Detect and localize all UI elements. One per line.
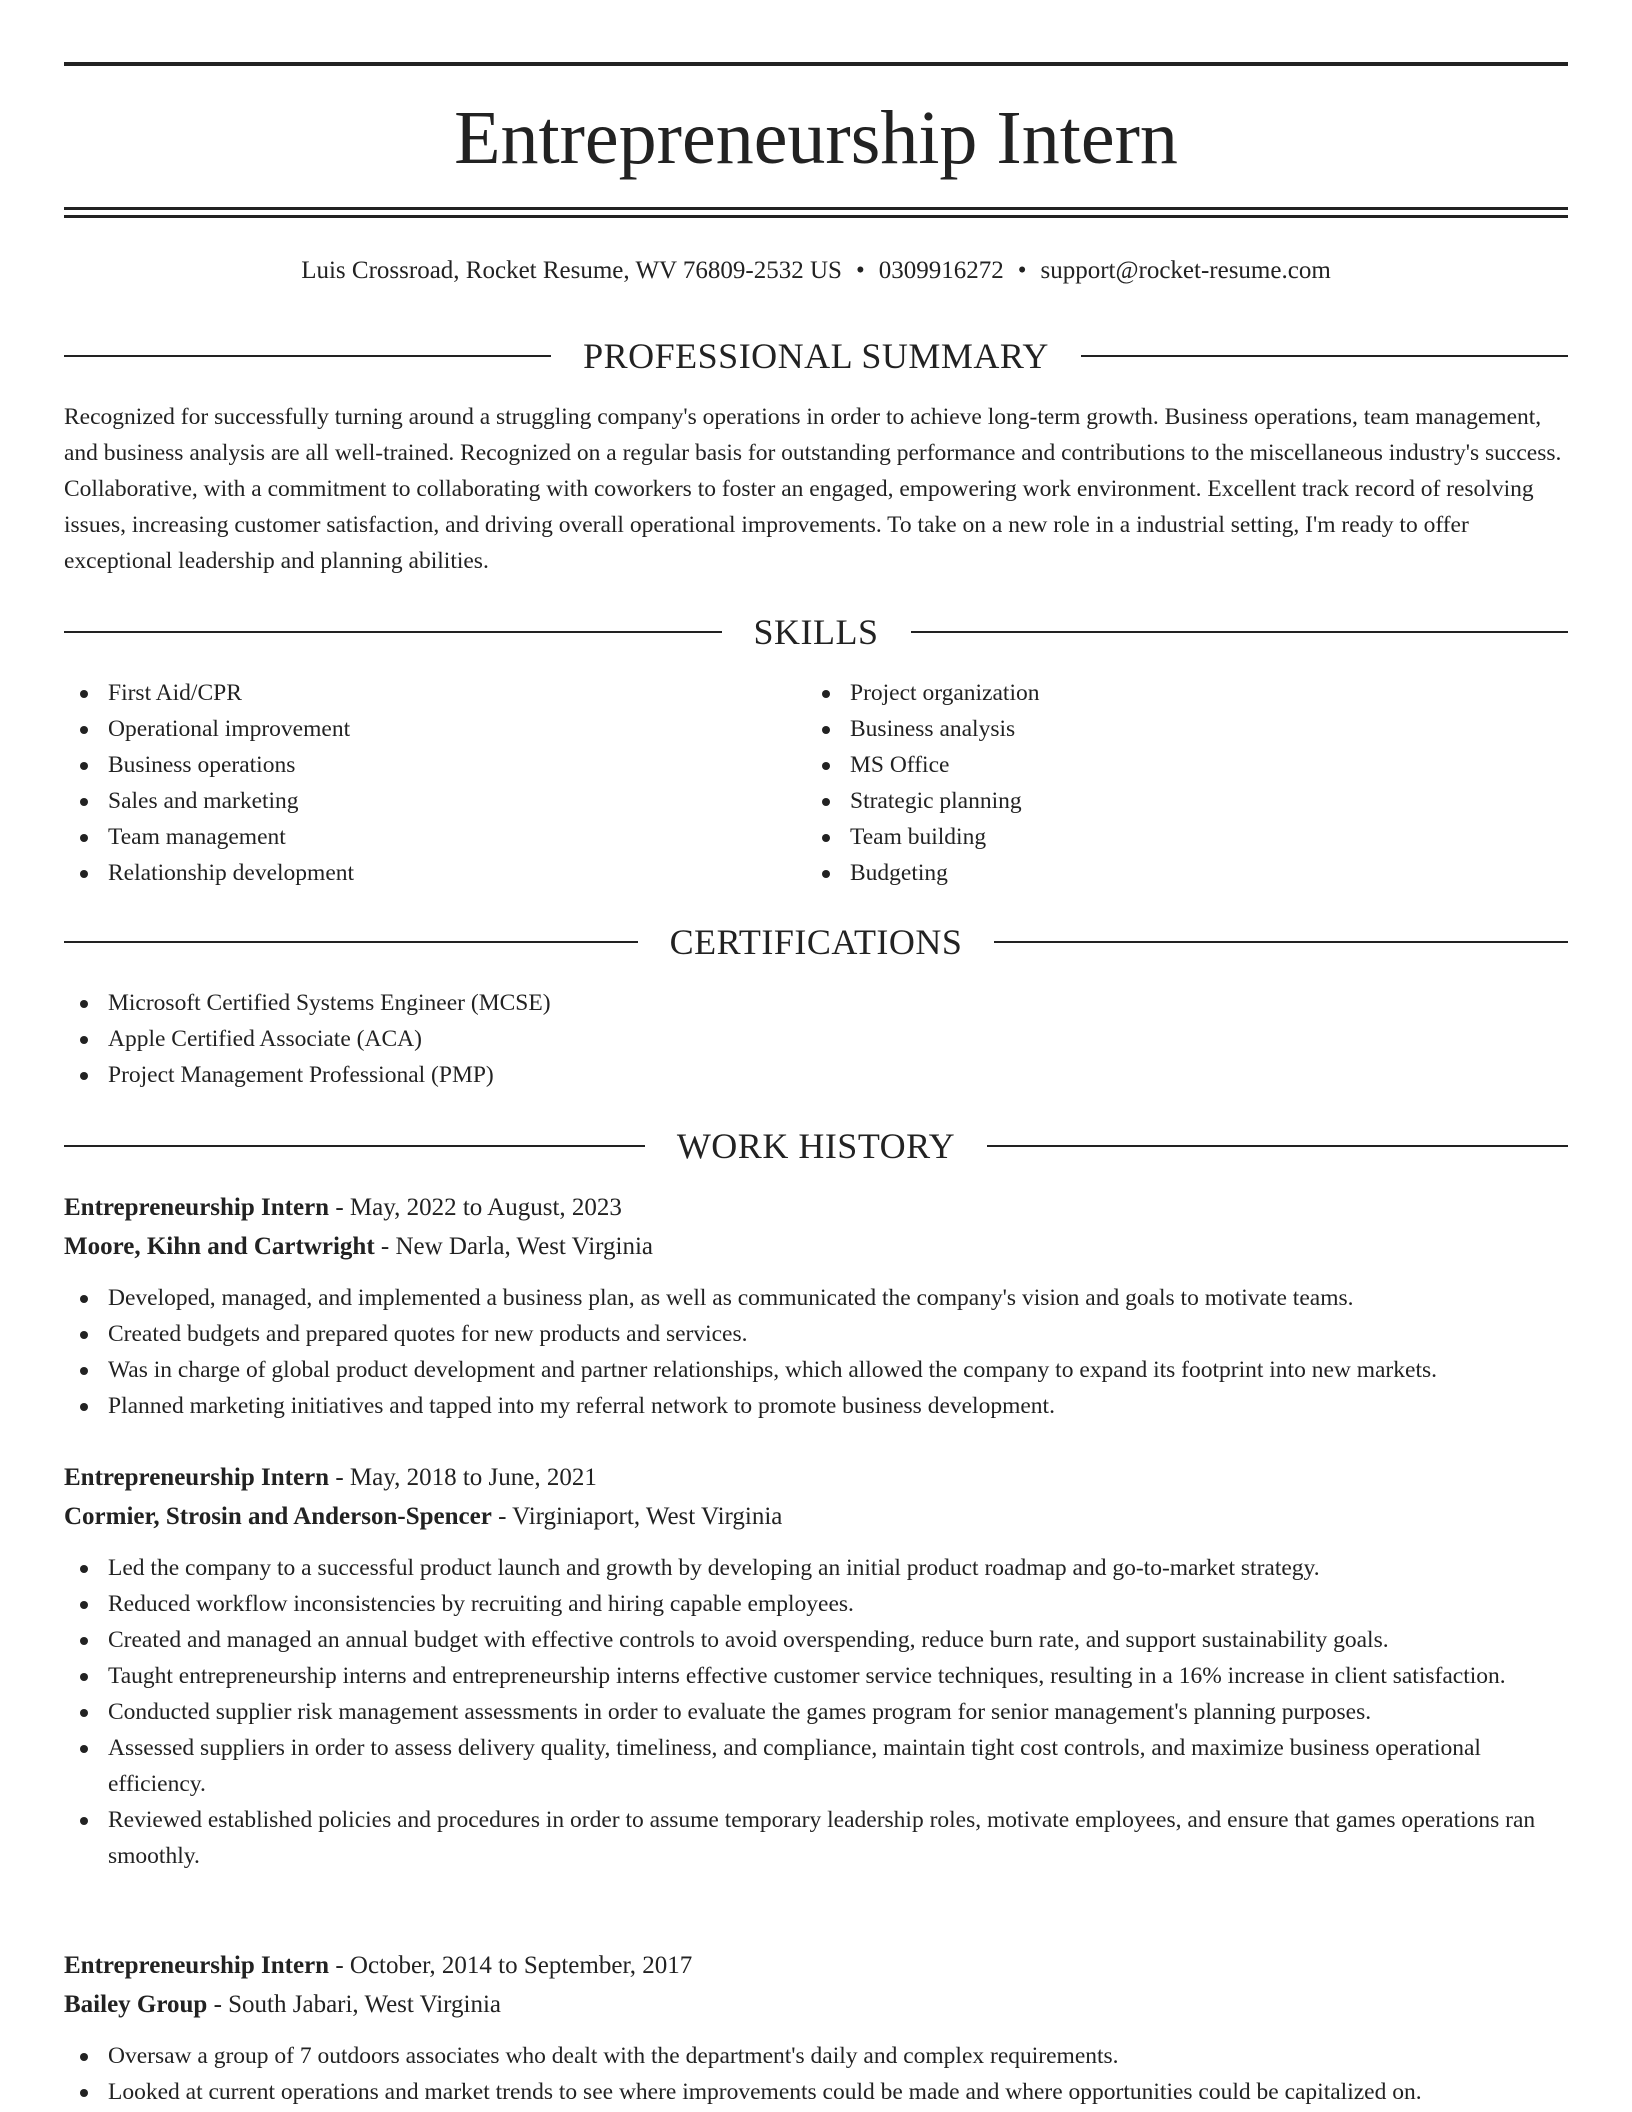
- skill-item: MS Office: [806, 747, 1566, 783]
- section-rule-right: [911, 631, 1569, 633]
- job-company: Bailey Group: [64, 1991, 208, 2018]
- contact-line: [64, 254, 1568, 288]
- contact-separator: •: [855, 257, 865, 284]
- work-history-section-header: [64, 1124, 1568, 1168]
- top-divider: [64, 62, 1568, 66]
- section-rule-right: [994, 941, 1568, 943]
- job-duty-item: Reviewed established policies and procedures in order to assume temporary leadership roles, motivate employees, and ensure that games operations ran smoothly.: [64, 1802, 1568, 1874]
- skill-item: Team building: [806, 819, 1566, 855]
- skill-item: Operational improvement: [64, 711, 804, 747]
- resume-name-heading: Entrepreneurship Intern: [454, 96, 1178, 180]
- skills-section-header: [64, 610, 1568, 654]
- skill-item: First Aid/CPR: [64, 675, 804, 711]
- job-duties-list: [64, 1550, 1568, 1874]
- job-duty-item: Assessed suppliers in order to assess delivery quality, timeliness, and compliance, maintain tight cost controls, and maximize business operational efficiency.: [64, 1730, 1568, 1802]
- job-dates: - May, 2022 to August, 2023: [329, 1194, 622, 1221]
- job-company: Moore, Kihn and Cartwright: [64, 1233, 375, 1260]
- certifications-section-header: [64, 920, 1568, 964]
- header-divider-upper: [64, 207, 1568, 210]
- job-dates: - October, 2014 to September, 2017: [329, 1952, 693, 1979]
- header-divider-lower: [64, 215, 1568, 218]
- skill-item: Sales and marketing: [64, 783, 804, 819]
- summary-section-title: PROFESSIONAL SUMMARY: [583, 336, 1049, 376]
- job-dates: - May, 2018 to June, 2021: [329, 1464, 597, 1491]
- job-duty-item: Created budgets and prepared quotes for new products and services.: [64, 1316, 1568, 1352]
- summary-paragraph: Recognized for successfully turning around a struggling company's operations in order to achieve long-term growth. Business operations, team management, and business analysis are all well-trained. Recognized on a regular basis for outstanding performance and contributions to the miscellaneous industry's success. Collaborative, with a commitment to collaborating with coworkers to foster an engaged, empowering work environment. Excellent track record of resolving issues, increasing customer satisfaction, and driving overall operational improvements. To take on a new role in a industrial setting, I'm ready to offer exceptional leadership and planning abilities.: [64, 404, 1562, 574]
- job-duty-item: Taught entrepreneurship interns and entrepreneurship interns effective customer service techniques, resulting in a 16% increase in client satisfaction.: [64, 1658, 1568, 1694]
- job-company: Cormier, Strosin and Anderson-Spencer: [64, 1503, 492, 1530]
- job-duty-item: Developed, managed, and implemented a business plan, as well as communicated the company's vision and goals to motivate teams.: [64, 1280, 1568, 1316]
- job-duty-item: Planned marketing initiatives and tapped into my referral network to promote business development.: [64, 1388, 1568, 1424]
- skill-item: Team management: [64, 819, 804, 855]
- job-duties-list: [64, 2038, 1568, 2110]
- skills-list-right: [806, 675, 1566, 891]
- job-title-line: [64, 1189, 1568, 1227]
- certifications-list: [64, 985, 1568, 1093]
- section-rule-left: [64, 1145, 645, 1147]
- job-employer-line: [64, 1498, 1568, 1536]
- job-duty-item: Looked at current operations and market trends to see where improvements could be made and where opportunities could be capitalized on.: [64, 2074, 1568, 2110]
- certification-item: Microsoft Certified Systems Engineer (MCSE): [64, 985, 1568, 1021]
- certification-item: Apple Certified Associate (ACA): [64, 1021, 1568, 1057]
- skill-item: Relationship development: [64, 855, 804, 891]
- section-rule-right: [1081, 355, 1568, 357]
- skill-item: Project organization: [806, 675, 1566, 711]
- job-entry: [64, 1459, 1568, 1874]
- job-title: Entrepreneurship Intern: [64, 1952, 330, 1979]
- job-duties-list: [64, 1280, 1568, 1424]
- job-entry: [64, 1947, 1568, 2110]
- skill-item: Strategic planning: [806, 783, 1566, 819]
- job-duty-item: Led the company to a successful product launch and growth by developing an initial product roadmap and go-to-market strategy.: [64, 1550, 1568, 1586]
- certifications-section-title: CERTIFICATIONS: [669, 922, 963, 962]
- skill-item: Budgeting: [806, 855, 1566, 891]
- contact-address: Luis Crossroad, Rocket Resume, WV 76809-2532 US: [301, 257, 842, 284]
- job-employer-line: [64, 1228, 1568, 1266]
- section-rule-left: [64, 631, 722, 633]
- job-employer-line: [64, 1986, 1568, 2024]
- contact-separator: •: [1017, 257, 1027, 284]
- job-duty-item: Created and managed an annual budget with effective controls to avoid overspending, reduce burn rate, and support sustainability goals.: [64, 1622, 1568, 1658]
- skills-list-left: [64, 675, 804, 891]
- section-rule-left: [64, 941, 638, 943]
- section-rule-right: [987, 1145, 1568, 1147]
- skill-item: Business operations: [64, 747, 804, 783]
- job-duty-item: Oversaw a group of 7 outdoors associates who dealt with the department's daily and complex requirements.: [64, 2038, 1568, 2074]
- work-history-section-title: WORK HISTORY: [676, 1126, 956, 1166]
- job-duty-item: Reduced workflow inconsistencies by recruiting and hiring capable employees.: [64, 1586, 1568, 1622]
- job-title-line: [64, 1459, 1568, 1497]
- job-entry: [64, 1189, 1568, 1424]
- job-location: - Virginiaport, West Virginia: [491, 1503, 783, 1530]
- summary-section-header: [64, 334, 1568, 378]
- contact-email: support@rocket-resume.com: [1040, 257, 1331, 284]
- job-title: Entrepreneurship Intern: [64, 1464, 330, 1491]
- certification-item: Project Management Professional (PMP): [64, 1057, 1568, 1093]
- section-rule-left: [64, 355, 551, 357]
- job-title: Entrepreneurship Intern: [64, 1194, 330, 1221]
- skill-item: Business analysis: [806, 711, 1566, 747]
- contact-phone: 0309916272: [878, 257, 1004, 284]
- skills-section-title: SKILLS: [753, 612, 879, 652]
- job-duty-item: Conducted supplier risk management assessments in order to evaluate the games program for senior management's planning purposes.: [64, 1694, 1568, 1730]
- job-duty-item: Was in charge of global product development and partner relationships, which allowed the company to expand its footprint into new markets.: [64, 1352, 1568, 1388]
- job-location: - South Jabari, West Virginia: [207, 1991, 502, 2018]
- job-location: - New Darla, West Virginia: [374, 1233, 654, 1260]
- job-title-line: [64, 1947, 1568, 1985]
